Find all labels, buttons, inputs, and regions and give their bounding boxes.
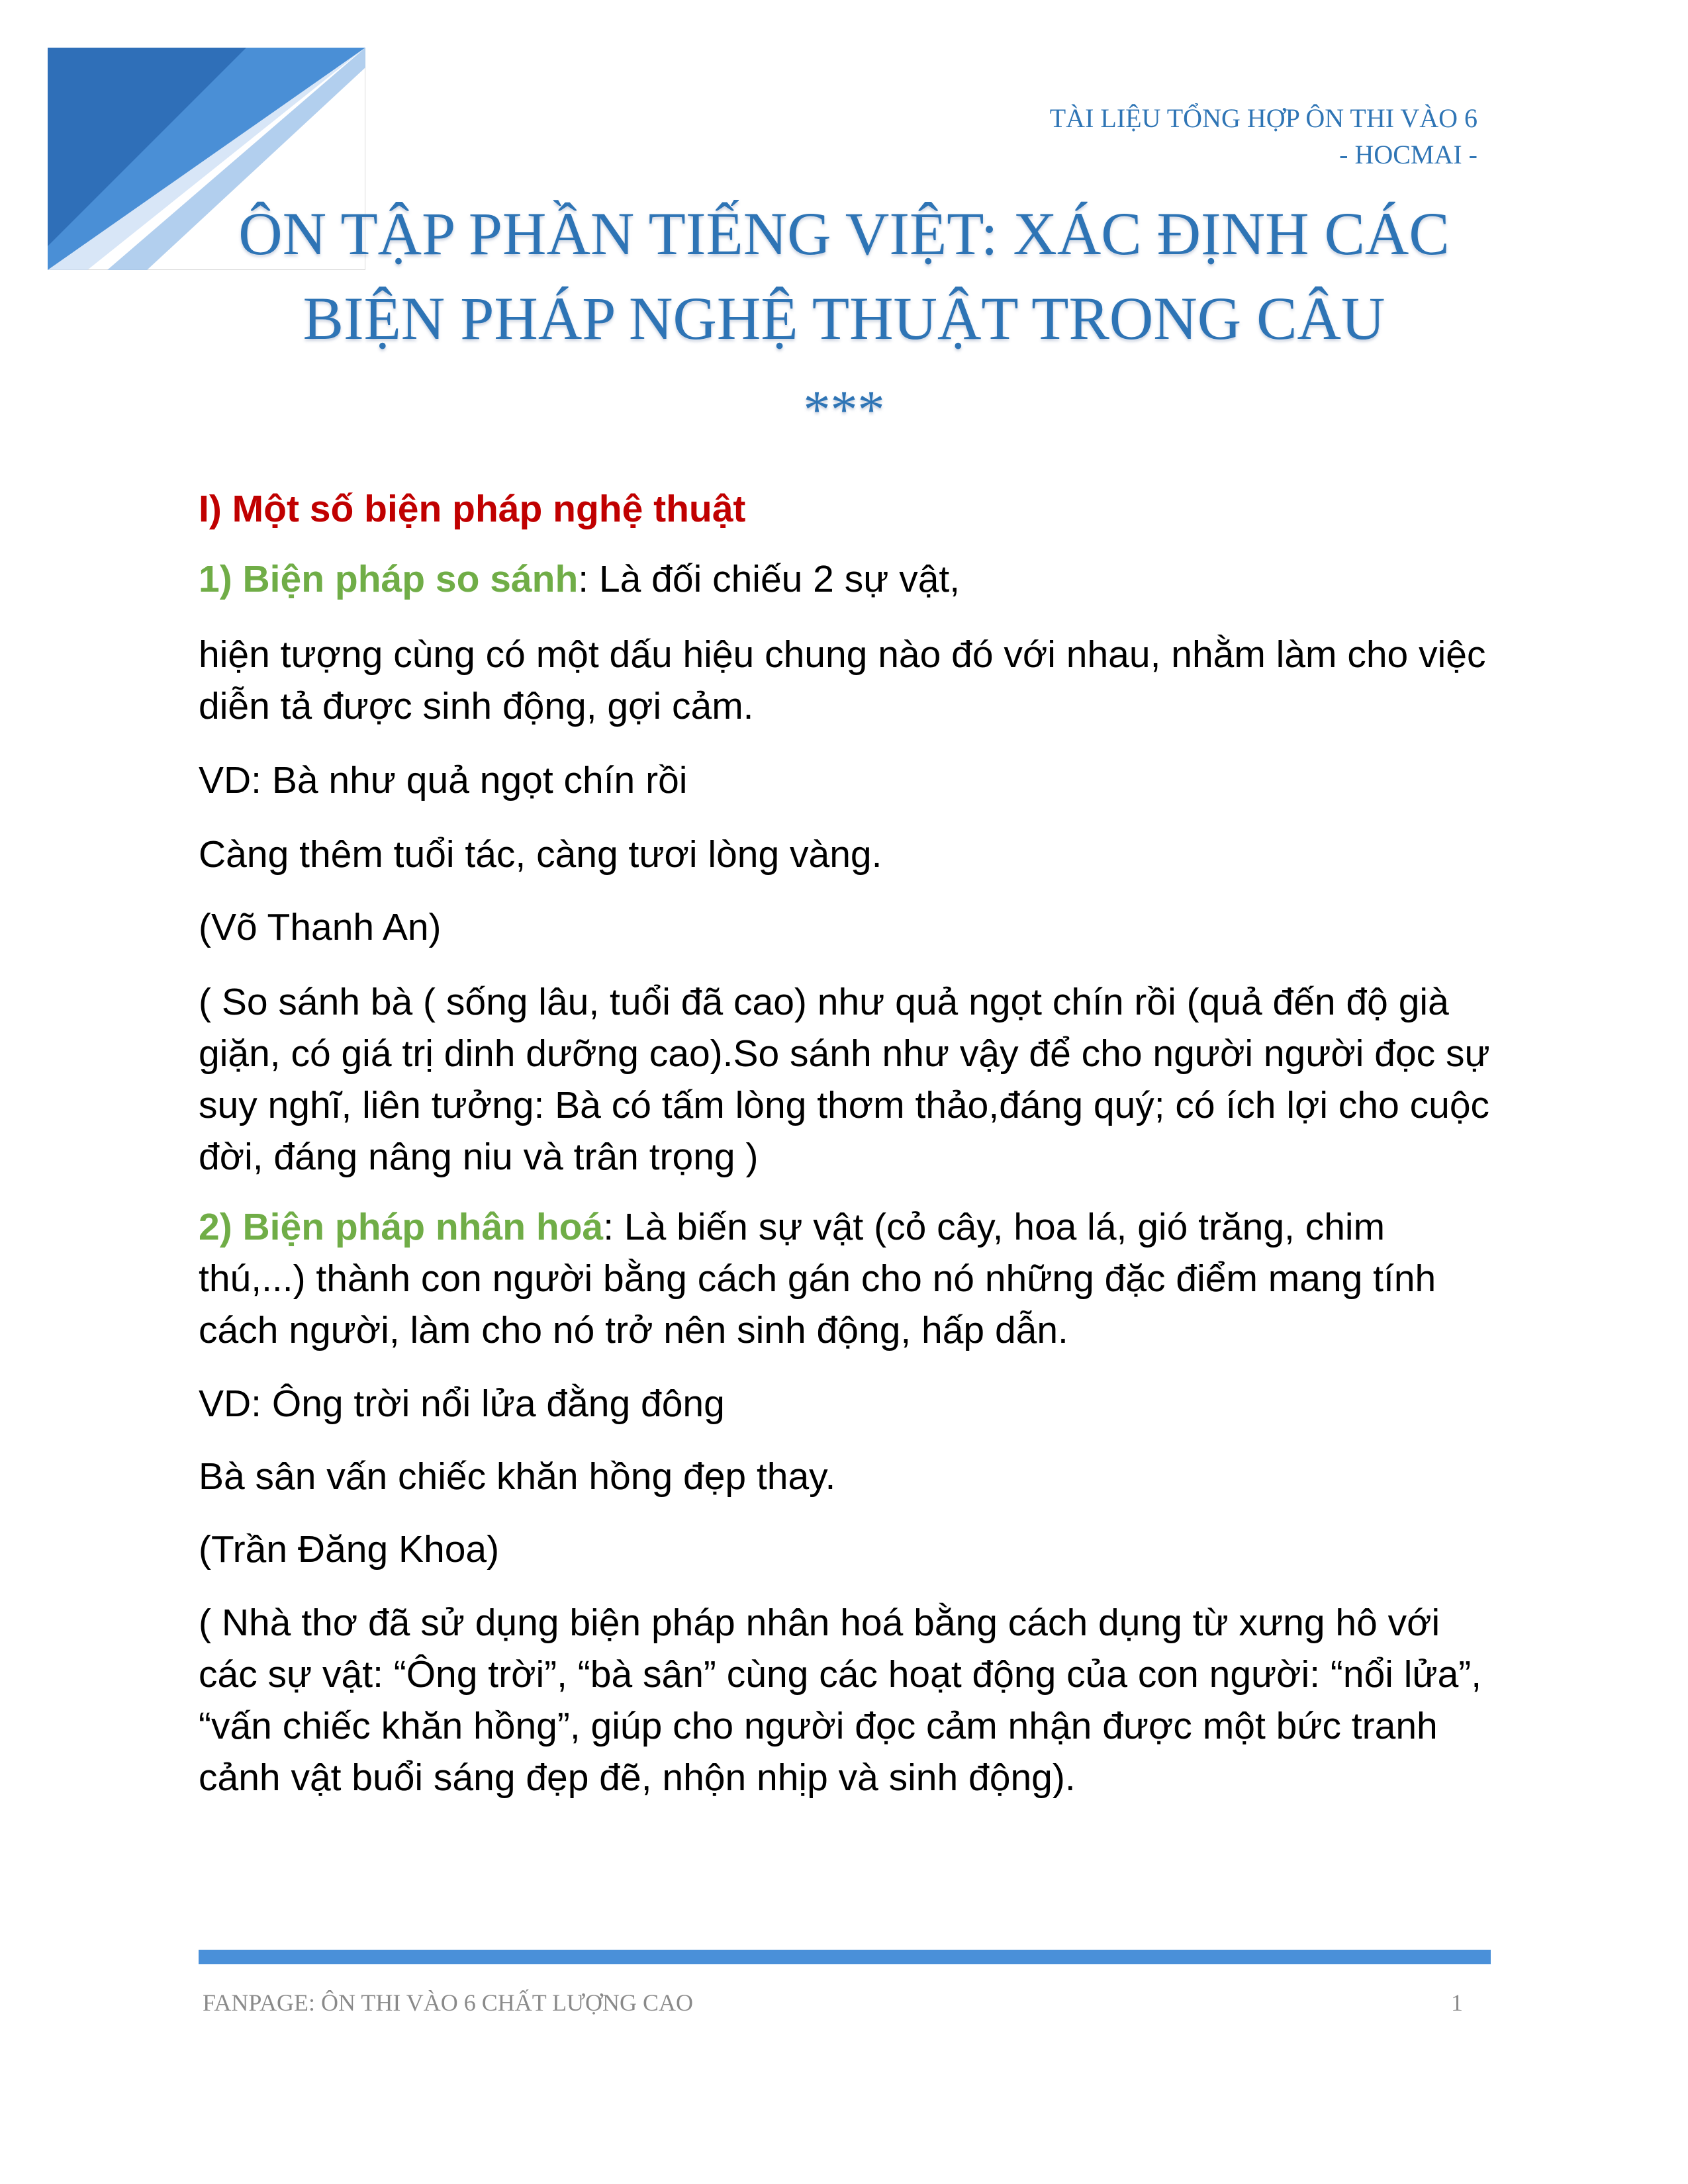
page-number: 1 bbox=[1451, 1989, 1463, 2016]
item2-example-line1: VD: Ông trời nổi lửa đằng đông bbox=[199, 1383, 725, 1425]
item1-example-line1: VD: Bà như quả ngọt chín rồi bbox=[199, 759, 688, 801]
section-heading bbox=[199, 483, 1496, 535]
item1-label: 1) Biện pháp so sánh bbox=[199, 558, 579, 600]
page-title-line-1: ÔN TẬP PHẦN TIẾNG VIỆT: XÁC ĐỊNH CÁC bbox=[238, 200, 1450, 267]
header-title: TÀI LIỆU TỔNG HỢP ÔN THI VÀO 6 bbox=[1049, 103, 1477, 133]
item2-label: 2) Biện pháp nhân hoá bbox=[199, 1206, 604, 1248]
header-subtitle: - HOCMAI - bbox=[1339, 140, 1477, 169]
item1-explanation: ( So sánh bà ( sống lâu, tuổi đã cao) như quả ngọt chín rồi (quả đến độ già giặn, có giá trị dinh dưỡng cao).So sánh như vậy để cho người người đọc sự suy nghĩ, liên tưởng: Bà có tấm lòng thơm thảo,đáng quý; có ích lợi cho cuộc đời, đáng nâng niu và trân trọng ) bbox=[199, 981, 1490, 1178]
footer-divider bbox=[199, 1950, 1491, 1964]
item2-explanation: ( Nhà thơ đã sử dụng biện pháp nhân hoá bằng cách dụng từ xưng hô với các sự vật: “Ông trời”, “bà sân” cùng các hoạt động của con người: “nổi lửa”, “vấn chiếc khăn hồng”, giúp cho người đọc cảm nhận được một bức tranh cảnh vật buổi sáng đẹp đẽ, nhộn nhịp và sinh động). bbox=[199, 1602, 1482, 1799]
item1-example-line2: Càng thêm tuổi tác, càng tươi lòng vàng. bbox=[199, 833, 882, 876]
item1-definition-cont: hiện tượng cùng có một dấu hiệu chung nào đó với nhau, nhằm làm cho việc diễn tả được sinh động, gợi cảm. bbox=[199, 633, 1486, 727]
item2-definition bbox=[199, 1201, 1496, 1356]
item1-definition-start: : Là đối chiếu 2 sự vật, bbox=[578, 558, 961, 600]
item2-example-line2: Bà sân vấn chiếc khăn hồng đẹp thay. bbox=[199, 1455, 836, 1498]
item1-definition-line bbox=[199, 553, 1496, 605]
section-heading-text: I) Một số biện pháp nghệ thuật bbox=[199, 488, 746, 530]
item2-author: (Trần Đăng Khoa) bbox=[199, 1528, 500, 1570]
item1-author: (Võ Thanh An) bbox=[199, 906, 442, 948]
item2-definition-text: : Là biến sự vật (cỏ cây, hoa lá, gió trăng, chim thú,...) thành con người bằng cách gán cho nó những đặc điểm mang tính cách người, làm cho nó trở nên sinh động, hấp dẫn. bbox=[199, 1206, 1436, 1351]
footer-fanpage: FANPAGE: ÔN THI VÀO 6 CHẤT LƯỢNG CAO bbox=[203, 1989, 693, 2016]
title-separator: *** bbox=[803, 379, 885, 439]
page-title-line-2: BIỆN PHÁP NGHỆ THUẬT TRONG CÂU bbox=[303, 285, 1385, 352]
